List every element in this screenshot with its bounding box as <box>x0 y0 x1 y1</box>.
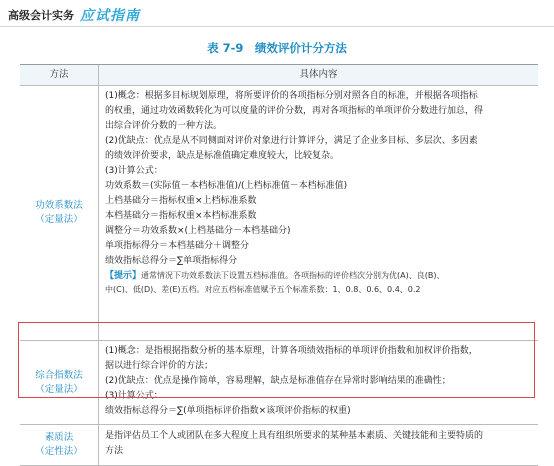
content-line: 出综合评价分数的一种方法。 <box>105 121 223 131</box>
method-name: 素质法 <box>44 432 74 443</box>
table-row <box>20 86 538 341</box>
content-line: (3)计算公式： <box>105 166 163 176</box>
content-line: 据以进行综合评价的方法； <box>105 361 214 371</box>
tip-label: 【提示】 <box>105 271 142 281</box>
content-cell <box>99 425 538 465</box>
table-header-row <box>20 65 538 86</box>
page-header <box>8 4 140 26</box>
content-line: 功效系数＝(实际值－本档标准值)/(上档标准值－本档标准值) <box>105 181 348 191</box>
method-type: （定性法） <box>35 446 83 457</box>
tip-text: 通常情况下功效系数法下设置五档标准值。各项指标的评价档次分别为优(A)、良(B)、 <box>141 271 445 280</box>
content-line: (2)优缺点：优点是操作简单，容易理解，缺点是标准值存在异常时影响结果的准确性； <box>105 376 451 386</box>
book-title: 高级会计实务 <box>8 9 74 22</box>
content-line: 方法 <box>105 446 124 456</box>
method-cell <box>20 86 99 340</box>
content-line: 单项指标得分＝本档基础分＋调整分 <box>105 241 250 251</box>
method-name: 综合指数法 <box>35 369 83 381</box>
tip-line <box>105 269 532 283</box>
content-line: 绩效指标总得分＝∑(单项指标评价指数×该项评价指标的权重) <box>105 406 351 416</box>
content-line: 上档基础分＝指标权重×上档标准系数 <box>105 196 257 206</box>
content-line: (3)计算公式： <box>105 391 163 401</box>
content-line: 本档基础分＝指标权重×本档标准系数 <box>105 211 257 221</box>
series-logo: 应试指南 <box>80 8 140 24</box>
content-line: 的权重，通过功效函数转化为可以度量的评价分数，再对各项指标的单项评价分数进行加总，得 <box>105 106 484 116</box>
content-line: (1)概念：是指根据指数分析的基本原理，计算各项绩效指标的单项评价指数和加权评价指数， <box>105 346 478 356</box>
table-title: 表 7-9 绩效评价计分方法 <box>207 41 347 55</box>
content-line: (2)优缺点：优点是从不同侧面对评价对象进行计算评分，满足了企业多目标、多层次、多因素 <box>105 136 478 146</box>
tip-line: 中(C)、低(D)、差(E)五档。对应五档标准值赋予五个标准系数：1、0.8、0.6、0.4、0.2 <box>105 285 421 294</box>
content-line: 的绩效评价要求，缺点是标准值确定难度较大，比较复杂。 <box>105 151 340 161</box>
column-header-content: 具体内容 <box>299 69 338 80</box>
table-row <box>20 425 538 466</box>
scoring-methods-table <box>20 64 538 466</box>
content-line: 是指评估员工个人或团队在多大程度上具有组织所要求的某种基本素质、关键技能和主要特质的 <box>105 431 484 441</box>
method-cell <box>20 425 99 465</box>
column-header-method: 方法 <box>20 65 99 85</box>
content-line: 绩效指标总得分＝∑单项指标得分 <box>105 256 238 266</box>
content-line: 调整分＝功效系数×(上档基础分－本档基础分) <box>105 226 291 236</box>
method-type: （定量法） <box>35 383 83 395</box>
content-cell <box>99 86 538 340</box>
method-name: 功效系数法 <box>35 200 83 211</box>
method-type: （定量法） <box>35 214 83 225</box>
content-line: (1)概念：根据多目标规划原理，将所要评价的各项指标分别对照各自的标准，并根据各项指标 <box>105 91 478 101</box>
header-divider <box>0 26 554 27</box>
highlight-box <box>18 322 535 398</box>
